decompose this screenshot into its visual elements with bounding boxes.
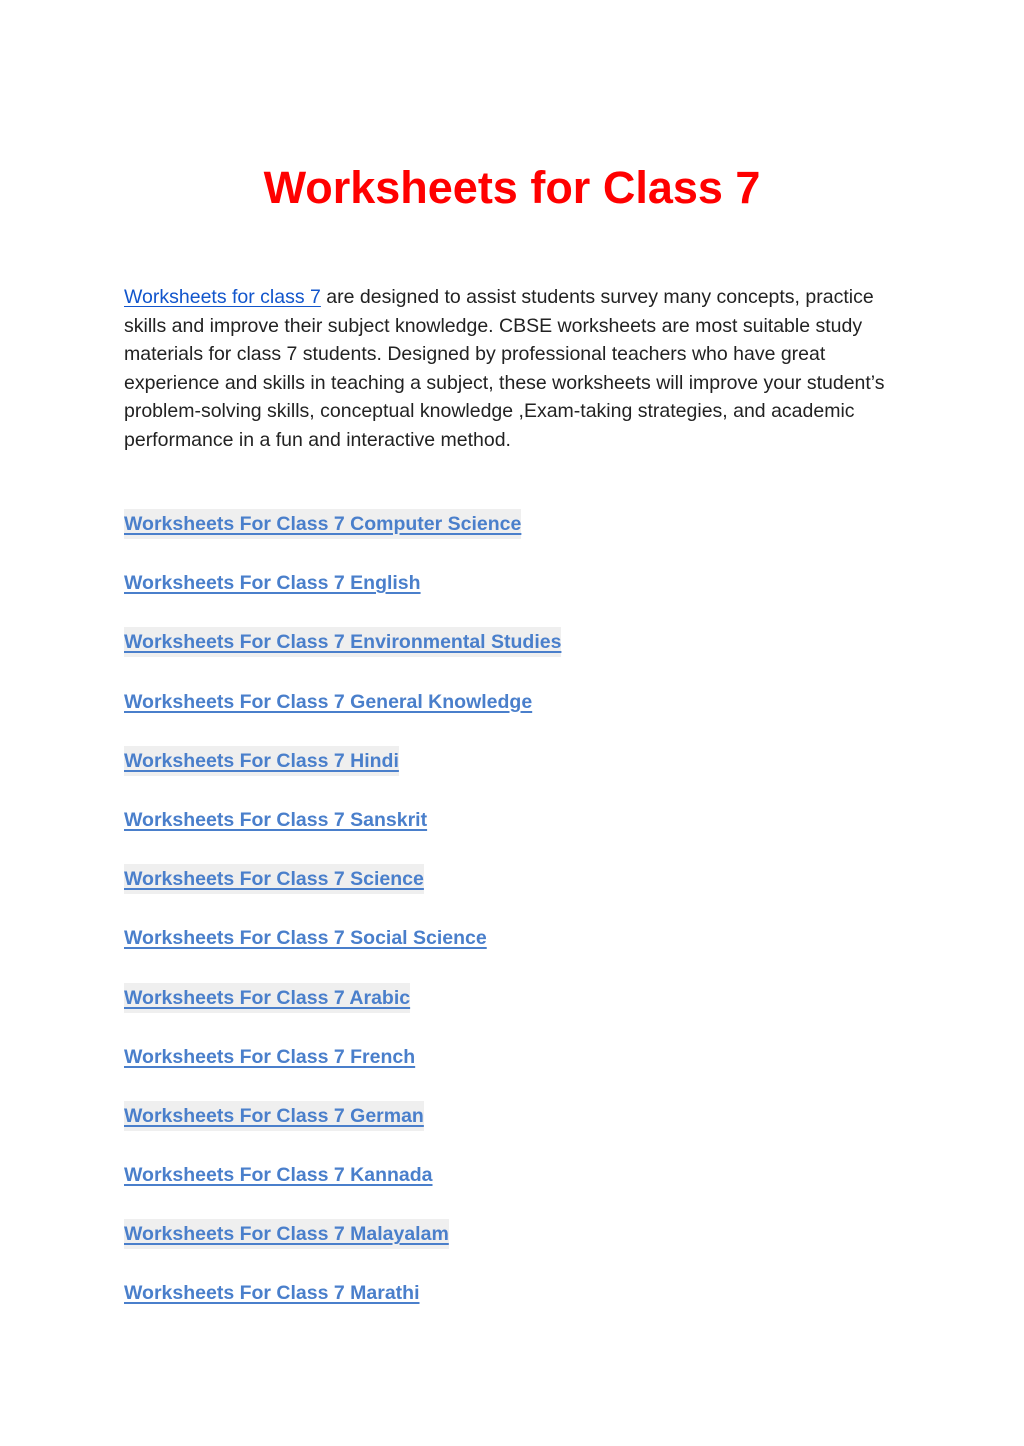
intro-worksheets-link[interactable]: Worksheets for class 7 <box>124 286 321 308</box>
link-marathi[interactable]: Worksheets For Class 7 Marathi <box>124 1282 420 1305</box>
intro-paragraph <box>124 283 904 454</box>
list-item <box>124 1219 561 1278</box>
link-sanskrit[interactable]: Worksheets For Class 7 Sanskrit <box>124 808 428 831</box>
list-item <box>124 509 561 568</box>
list-item <box>124 1160 561 1219</box>
link-german[interactable]: Worksheets For Class 7 German <box>124 1101 424 1131</box>
list-item <box>124 1101 561 1160</box>
link-general-knowledge[interactable]: Worksheets For Class 7 General Knowledge <box>124 690 533 713</box>
link-english[interactable]: Worksheets For Class 7 English <box>124 572 421 595</box>
list-item <box>124 1278 561 1337</box>
link-hindi[interactable]: Worksheets For Class 7 Hindi <box>124 746 399 776</box>
page-title: Worksheets for Class 7 <box>263 162 761 213</box>
link-social-science[interactable]: Worksheets For Class 7 Social Science <box>124 927 487 950</box>
list-item <box>124 1042 561 1101</box>
intro-body-text: are designed to assist students survey many concepts, practice skills and improve their subject knowledge. CBSE worksheets are most suitable study materials for class 7 students. Designed by professional teachers who have great experience and skills in teaching a subject, these worksheets will improve your student’s problem-solving skills, conceptual knowledge ,Exam-taking strategies, and academic performance in a fun and interactive method. <box>124 286 885 451</box>
list-item <box>124 687 561 746</box>
link-environmental-studies[interactable]: Worksheets For Class 7 Environmental Studies <box>124 627 561 657</box>
list-item <box>124 864 561 923</box>
list-item <box>124 923 561 982</box>
list-item <box>124 805 561 864</box>
link-french[interactable]: Worksheets For Class 7 French <box>124 1045 416 1068</box>
link-malayalam[interactable]: Worksheets For Class 7 Malayalam <box>124 1219 449 1249</box>
link-kannada[interactable]: Worksheets For Class 7 Kannada <box>124 1164 433 1187</box>
list-item <box>124 746 561 805</box>
link-computer-science[interactable]: Worksheets For Class 7 Computer Science <box>124 509 521 539</box>
list-item <box>124 983 561 1042</box>
list-item <box>124 627 561 686</box>
link-arabic[interactable]: Worksheets For Class 7 Arabic <box>124 983 410 1013</box>
subject-links-list <box>124 509 561 1338</box>
link-science[interactable]: Worksheets For Class 7 Science <box>124 864 424 894</box>
list-item <box>124 568 561 627</box>
